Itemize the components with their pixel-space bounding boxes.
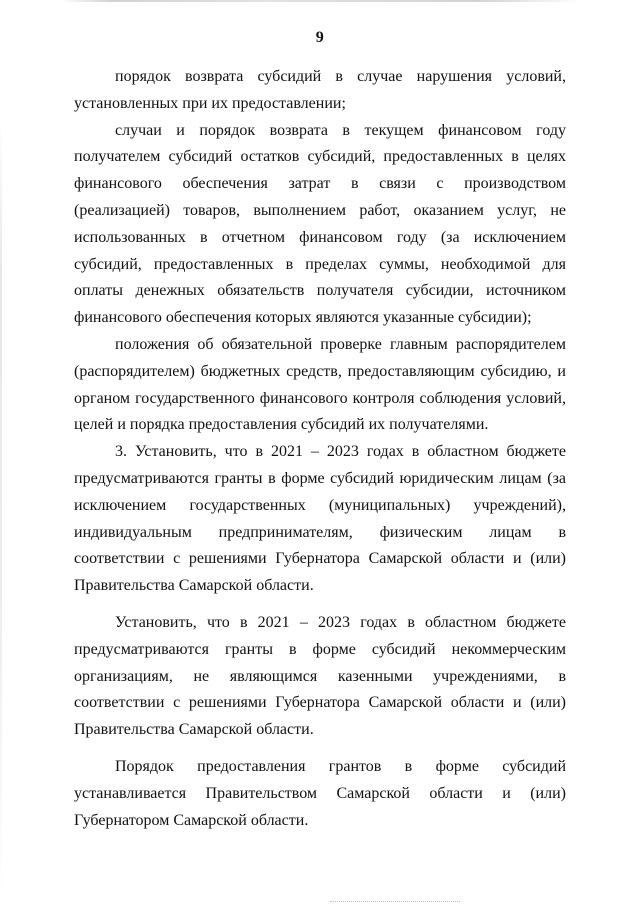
scan-edge-top xyxy=(60,0,580,2)
paragraph-grant-procedure: Порядок предоставления грантов в форме субсидий устанавливается Правительством Самарской области и (или) Губернатором Самарской области. xyxy=(74,757,566,829)
scan-edge-bottom xyxy=(330,901,460,903)
page-number: 9 xyxy=(315,29,325,46)
paragraph-grants-nonprofits: Установить, что в 2021 – 2023 годах в областном бюджете предусматриваются гранты в форме субсидий некоммерческим организациям, не являющимся казенными учреждениями, в соответствии с решениями Губернатора Самарской области и (или) Правительства Самарской области. xyxy=(74,613,566,739)
paragraph-grants-legal-entities: 3. Установить, что в 2021 – 2023 годах в областном бюджете предусматриваются гранты в форме субсидий юридическим лицам (за исключением государственных (муниципальных) учреждений), индивидуальным предпринимателям, физическим лицам в соответствии с решениями Губернатора Самарской области и (или) Правительства Самарской области. xyxy=(74,443,566,595)
document-body xyxy=(74,64,566,834)
paragraph-mandatory-check: положения об обязательной проверке главным распорядителем (распорядителем) бюджетных средств, предоставляющим субсидию, и органом государственного финансового контроля соблюдения условий, целей и порядка предоставления субсидий их получателями. xyxy=(74,335,566,434)
paragraph-remaining-subsidies: случаи и порядок возврата в текущем финансовом году получателем субсидий остатков субсидий, предоставленных в целях финансового обеспечения затрат в связи с производством (реализацией) товаров, выполнением работ, оказанием услуг, не использованных в отчетном финансовом году (за исключением субсидий, предоставленных в пределах суммы, необходимой для оплаты денежных обязательств получателя субсидии, источником финансового обеспечения которых являются указанные субсидии); xyxy=(74,121,566,327)
scan-edge-left xyxy=(0,120,2,900)
paragraph-return-procedure: порядок возврата субсидий в случае нарушения условий, установленных при их предоставлении; xyxy=(74,68,566,112)
